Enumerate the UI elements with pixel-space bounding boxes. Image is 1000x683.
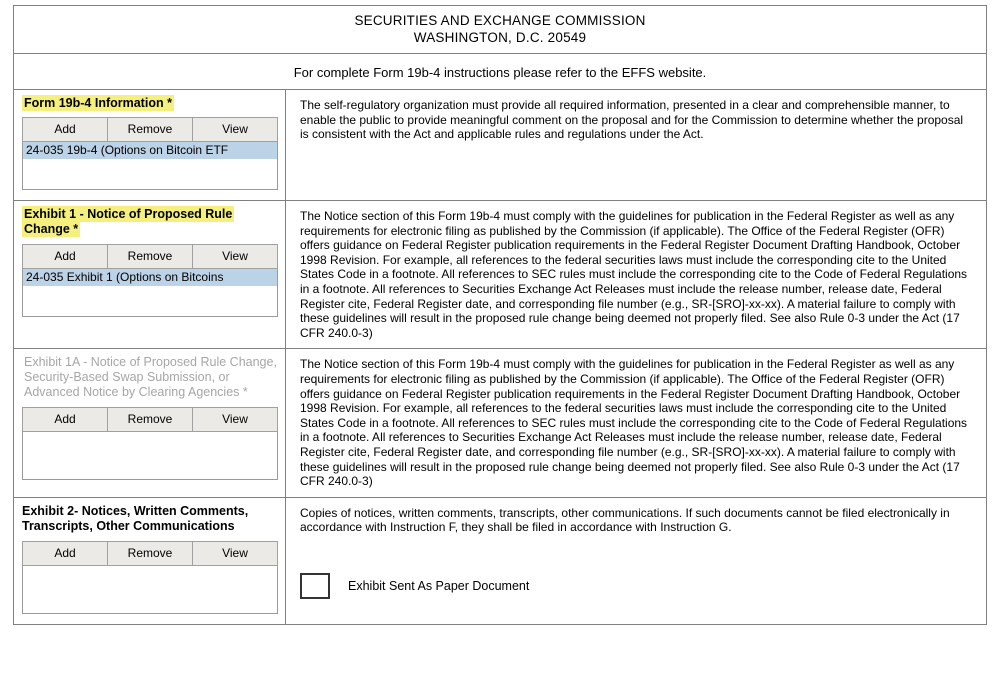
section-controls-exhibit-1 [14,201,286,348]
agency-location: WASHINGTON, D.C. 20549 [413,30,587,45]
attachment-list-exhibit-2[interactable] [22,566,278,614]
section-row-form-19b4 [14,90,986,201]
view-button-form-19b4[interactable]: View [193,117,278,142]
section-row-exhibit-2 [14,498,986,624]
section-controls-exhibit-1a [14,349,286,496]
section-row-exhibit-1 [14,201,986,349]
button-row-exhibit-2 [22,541,278,566]
section-title-wrap [22,355,277,400]
add-button-exhibit-2[interactable]: Add [22,541,108,566]
remove-button-exhibit-1a[interactable]: Remove [108,407,193,432]
add-button-form-19b4[interactable]: Add [22,117,108,142]
section-controls-form-19b4 [14,90,286,200]
section-description-form-19b4: The self-regulatory organization must provide all required information, presented in a clear and comprehensible manner, to enable the public to provide meaningful comment on the proposal and for the Commission to determine whether the proposal is consistent with the Act and applicable rules and regulations under the Act. [300,98,964,142]
remove-button-exhibit-2[interactable]: Remove [108,541,193,566]
document-header [14,6,986,54]
form-frame [13,5,987,625]
section-description-exhibit-1a: The Notice section of this Form 19b-4 must comply with the guidelines for publication in the Federal Register as well as any requirements for electronic filing as published by the Commission (if applicable). The Office of the Federal Register (OFR) offers guidance on Federal Register publication requirements in the Federal Register Document Drafting Handbook, October 1998 Revision. For example, all references to the federal securities laws must include the corresponding cite to the United States Code in a footnote. All references to SEC rules must include the corresponding cite to the Code of Federal Regulations in a footnote. All references to Securities Exchange Act Releases must include the release number, release date, Federal Register cite, Federal Register date, and corresponding file number (e.g., SR-[SRO]-xx-xx). A material failure to comply with these guidelines will result in the proposed rule change being deemed not properly filed. See also Rule 0-3 under the Act (17 CFR 240.0-3) [300,357,968,489]
instructions-note: For complete Form 19b-4 instructions please refer to the EFFS website. [14,54,986,90]
paper-document-row [300,573,974,599]
section-title-exhibit-2: Exhibit 2- Notices, Written Comments, Transcripts, Other Communications [22,503,249,533]
section-title-form-19b4: Form 19b-4 Information * [24,96,172,110]
agency-name: SECURITIES AND EXCHANGE COMMISSION [354,13,646,28]
remove-button-form-19b4[interactable]: Remove [108,117,193,142]
button-row-exhibit-1 [22,244,278,269]
section-controls-exhibit-2 [14,498,286,624]
section-title-wrap [22,96,277,111]
list-item[interactable]: 24-035 19b-4 (Options on Bitcoin ETF [23,142,277,159]
add-button-exhibit-1[interactable]: Add [22,244,108,269]
view-button-exhibit-1a[interactable]: View [193,407,278,432]
remove-button-exhibit-1[interactable]: Remove [108,244,193,269]
add-button-exhibit-1a[interactable]: Add [22,407,108,432]
section-description-exhibit-2: Copies of notices, written comments, transcripts, other communications. If such documents cannot be filed electronically in accordance with Instruction F, they shall be filed in accordance with Instruction G. [300,505,950,535]
exhibit-sent-as-paper-label: Exhibit Sent As Paper Document [348,578,530,593]
section-title-exhibit-1: Exhibit 1 - Notice of Proposed Rule Change * [24,207,233,236]
view-button-exhibit-1[interactable]: View [193,244,278,269]
view-button-exhibit-2[interactable]: View [193,541,278,566]
attachment-list-exhibit-1a[interactable] [22,432,278,480]
exhibit-sent-as-paper-checkbox[interactable] [300,573,330,599]
section-title-wrap [22,207,277,237]
section-row-exhibit-1a [14,349,986,497]
section-title-exhibit-1a: Exhibit 1A - Notice of Proposed Rule Change, Security-Based Swap Submission, or Advanced Notice by Clearing Agencies * [24,355,277,400]
button-row-exhibit-1a [22,407,278,432]
attachment-list-exhibit-1[interactable] [22,269,278,317]
button-row-form-19b4 [22,117,278,142]
section-description-exhibit-1: The Notice section of this Form 19b-4 must comply with the guidelines for publication in the Federal Register as well as any requirements for electronic filing as published by the Commission (if applicable). The Office of the Federal Register (OFR) offers guidance on Federal Register publication requirements in the Federal Register Document Drafting Handbook, October 1998 Revision. For example, all references to the federal securities laws must include the corresponding cite to the United States Code in a footnote. All references to SEC rules must include the corresponding cite to the Code of Federal Regulations in a footnote. All references to Securities Exchange Act Releases must include the release number, release date, Federal Register cite, Federal Register date, and corresponding file number (e.g., SR-[SRO]-xx-xx). A material failure to comply with these guidelines will result in the proposed rule change being deemed not properly filed. See also Rule 0-3 under the Act (17 CFR 240.0-3) [300,209,968,340]
attachment-list-form-19b4[interactable] [22,142,278,190]
list-item[interactable]: 24-035 Exhibit 1 (Options on Bitcoins [23,269,277,286]
section-description-exhibit-2-wrap [286,498,986,624]
section-title-wrap [22,504,277,534]
